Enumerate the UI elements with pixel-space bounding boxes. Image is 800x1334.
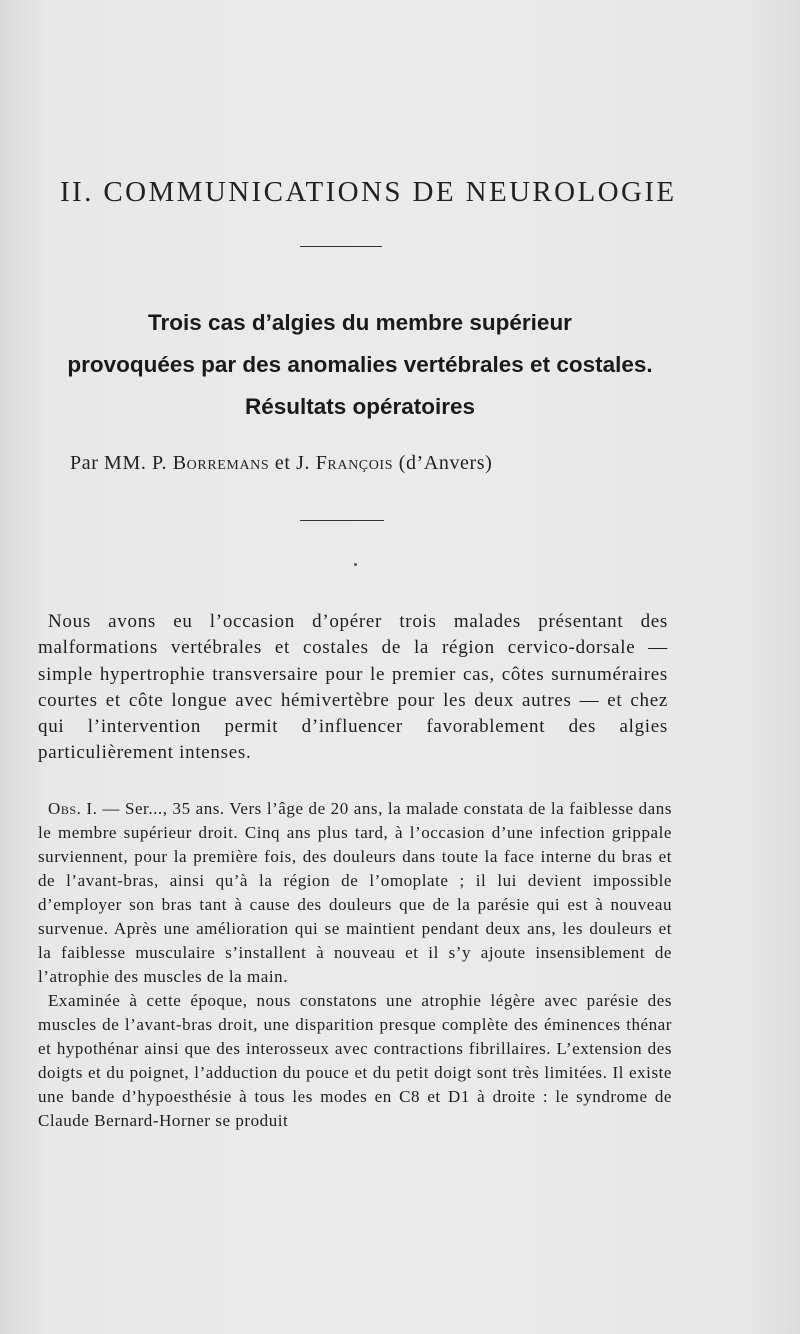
- author-affiliation: (d’Anvers): [393, 452, 493, 474]
- byline-connector: et J.: [269, 452, 316, 474]
- article-title-line-1: Trois cas d’algies du membre supérieur: [148, 310, 572, 335]
- print-speck: [354, 563, 357, 566]
- title-divider-bottom: [300, 520, 384, 521]
- observation-paragraph-1: [38, 797, 672, 989]
- section-heading: II. COMMUNICATIONS DE NEUROLOGIE: [60, 176, 677, 208]
- author-byline: [70, 452, 670, 475]
- abstract-paragraph: Nous avons eu l’occasion d’opérer trois malades présentant des malformations vertébrales et costales de la région cervico-dorsale — simple hypertrophie transversaire pour le premier cas, côtes surnuméraires courtes et côte longue avec hémivertèbre pour les deux autres — et chez qui l’intervention permit d’influencer favorablement des algies particulièrement intenses.: [38, 611, 668, 764]
- title-divider-top: [300, 246, 382, 247]
- author-name-2: François: [315, 452, 394, 474]
- article-title-line-2: provoquées par des anomalies vertébrales et costales.: [67, 352, 653, 377]
- observation-text: [38, 797, 672, 1133]
- article-title: [30, 302, 690, 428]
- byline-prefix: Par MM. P.: [70, 452, 173, 474]
- article-title-line-3: Résultats opératoires: [244, 394, 476, 419]
- author-name-1: Borremans: [172, 452, 270, 474]
- observation-paragraph-1-text: — Ser..., 35 ans. Vers l’âge de 20 ans, la malade constata de la faiblesse dans le membre supérieur droit. Cinq ans plus tard, à l’occasion d’une infection grippale surviennent, pour la première fois, des douleurs dans toute la face interne du bras et de l’avant-bras, ainsi qu’à la région de l’omoplate ; il lui devient impossible d’employer son bras tant à cause des douleurs que de la parésie qui est à nouveau survenue. Après une amélioration qui se maintient pendant deux ans, les douleurs et la faiblesse musculaire s’installent à nouveau et il s’y ajoute insensiblement de l’atrophie des muscles de la main.: [38, 799, 672, 986]
- observation-label: Obs. I.: [48, 799, 98, 818]
- observation-paragraph-2: Examinée à cette époque, nous constatons une atrophie légère avec parésie des muscles de l’avant-bras droit, une disparition presque complète des éminences thénar et hypothénar ainsi que des interosseux avec contractions fibrillaires. L’extension des doigts et du poignet, l’adduction du pouce et du petit doigt sont très limitées. Il existe une bande d’hypoesthésie à tous les modes en C8 et D1 à droite : le syndrome de Claude Bernard-Horner se produit: [38, 991, 672, 1130]
